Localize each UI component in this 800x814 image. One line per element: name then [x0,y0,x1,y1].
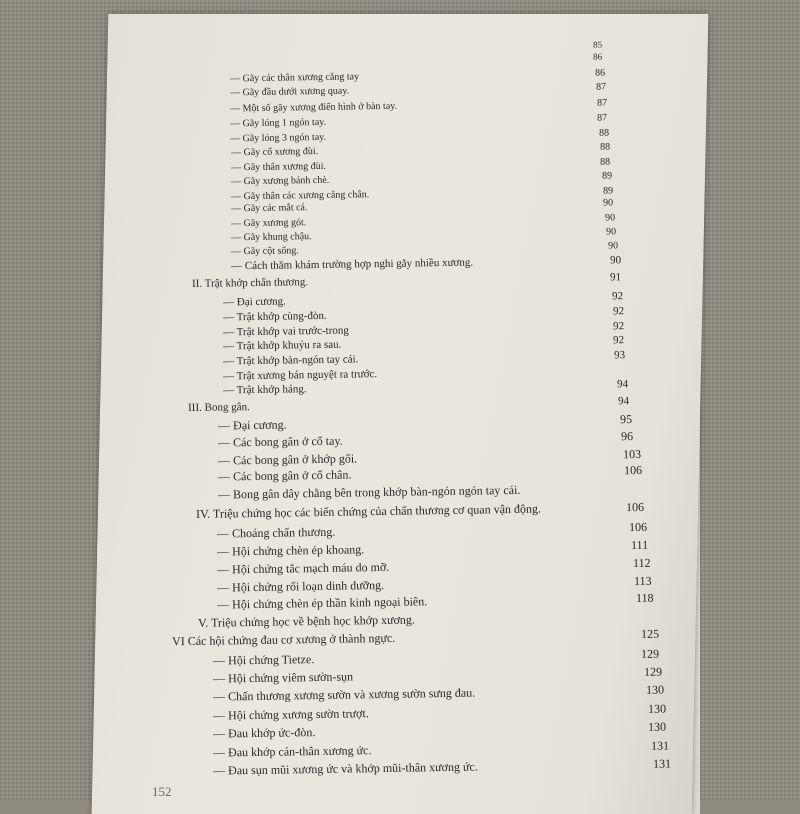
toc-entry-label: — Các bong gân ở cổ chân. [217,467,352,484]
toc-entry-page: 129 [643,664,663,679]
toc-entry-label: VI Các hội chứng đau cơ xương ở thành ngực. [171,630,396,649]
toc-entry-page: 111 [630,537,649,553]
toc-entry-label: IV. Triệu chứng học các biến chứng của chấn thương cơ quan vận động. [195,501,542,521]
toc-entry-page: 92 [612,334,625,347]
toc-entry-page: 130 [647,719,667,734]
toc-entry-label: — Gãy đầu dưới xương quay. [230,85,350,99]
toc-entry-page: 90 [602,197,614,209]
toc-entry-label: — Hội chứng xương sườn trượt. [212,706,369,723]
toc-entry-page: 118 [635,590,654,606]
toc-entry-page: 130 [645,682,665,697]
toc-entry-page: 88 [599,156,611,168]
toc-entry-page: 106 [623,462,643,478]
toc-entry-label: — Gãy xương gót. [231,217,307,230]
toc-entry-page: 89 [601,170,613,182]
toc-entry-label: — Đau khớp cán-thân xương ức. [212,743,372,760]
toc-entry-label: — Một số gãy xương điển hình ở bàn tay. [230,100,398,115]
toc-entry-label: — Hội chứng chèn ép khoang. [216,542,365,559]
toc-entry-page: 87 [596,97,608,109]
toc-entry-label: — Trật khớp khuỷu ra sau. [223,338,342,353]
toc-entry-label: — Gãy lóng 3 ngón tay. [230,131,327,145]
page-number: 152 [152,784,172,799]
toc-entry-label: — Đau sụn mũi xương ức và khớp mũi-thân xương ức. [212,759,478,778]
toc-entry-page: 93 [613,349,626,362]
toc-entry-label: — Bong gân dây chằng bên trong khớp bàn-ngón ngón tay cái. [217,482,521,502]
toc-entry-page: 131 [652,756,672,771]
toc-entry-page: 86 [592,51,603,62]
toc-entry-page: 95 [619,412,633,427]
toc-entry-page: 90 [607,240,619,252]
toc-entry-label: — Gãy thân các xương cẳng chân. [231,189,370,203]
toc-entry-page: 90 [605,226,617,238]
toc-entry-page: 90 [604,212,616,224]
toc-entry-page: 85 [592,39,603,50]
toc-entry-label: — Trật khớp cùng-đòn. [223,309,327,324]
toc-entry-label: — Đau khớp ức-đòn. [212,725,316,741]
toc-entry-label: — Trật khớp háng. [223,383,307,397]
toc-entry-label: — Các bong gân ở khớp gối. [217,451,358,468]
toc-entry-page: 96 [620,429,634,444]
toc-entry-label: — Gãy cột sống. [231,245,299,258]
toc-entry-label: — Các bong gân ở cổ tay. [217,433,343,450]
toc-entry-label: — Gãy thân xương đùi. [231,160,327,174]
toc-entry-label: — Choáng chấn thương. [216,524,336,541]
toc-entry-page: 94 [617,395,630,408]
toc-entry-page: 87 [595,81,607,93]
toc-entry-label: III. Bong gân. [188,401,250,415]
toc-entry-label: — Hội chứng chèn ép thần kinh ngoại biên. [216,594,428,612]
toc-entry-page: 90 [609,254,622,267]
toc-entry-page: 106 [628,519,648,535]
toc-entry-label: — Hội chứng rối loạn dinh dưỡng. [216,577,385,595]
toc-entry-label: — Cách thăm khám trường hợp nghi gãy nhiều xương. [231,256,474,273]
toc-entry-label: — Hội chứng tắc mạch máu do mỡ. [216,559,390,577]
toc-entry-page: 106 [625,499,645,515]
toc-entry-label: — Gãy khung chậu. [231,231,312,244]
toc-entry-label: — Chấn thương xương sườn và xương sườn sưng đau. [212,685,476,704]
toc-entry-page: 92 [612,320,625,333]
toc-entry-page: 112 [632,555,651,571]
toc-entry-label: — Gãy xương bánh chè. [231,174,330,188]
toc-entry-page: 91 [609,271,622,284]
toc-entry-label: — Đại cương. [223,295,286,309]
toc-entry-page: 131 [650,738,670,753]
toc-entry-label: — Gãy các thân xương cẳng tay [230,71,360,85]
toc-entry-page: 92 [611,290,624,303]
toc-entry-page: 88 [598,127,610,139]
toc-entry-label: — Gãy các mắt cá. [231,202,308,215]
toc-entry-page: 125 [640,626,660,641]
toc-entry-page: 113 [633,573,652,589]
toc-entry-label: — Trật khớp vai trước-trong [223,324,349,339]
toc-entry-page: 89 [602,185,614,197]
toc-entry-page: 94 [616,378,629,391]
toc-entry-label: — Gãy lóng 1 ngón tay. [230,116,327,130]
toc-entry-label: — Đại cương. [217,417,287,433]
toc-entry-label: — Hội chứng Tietze. [212,652,315,668]
toc-entry-label: — Trật khớp bàn-ngón tay cái. [223,353,359,368]
toc-entry-page: 86 [594,67,606,79]
toc-entry-page: 88 [599,141,611,153]
toc-entry-label: V. Triệu chứng học về bệnh học khớp xương. [197,612,415,630]
toc-entry-page: 103 [622,446,642,462]
toc-entry-page: 87 [596,112,608,124]
toc-entry-label: — Trật xương bán nguyệt ra trước. [223,368,378,383]
toc-entry-page: 130 [647,701,667,716]
toc-entry-label: II. Trật khớp chấn thương. [192,276,309,290]
toc-entry-page: 92 [612,305,625,318]
toc-entry-label: — Hội chứng viêm sườn-sụn [212,669,354,686]
toc-entry-label: — Gãy cổ xương đùi. [231,146,319,159]
toc-entry-page: 129 [640,646,660,661]
